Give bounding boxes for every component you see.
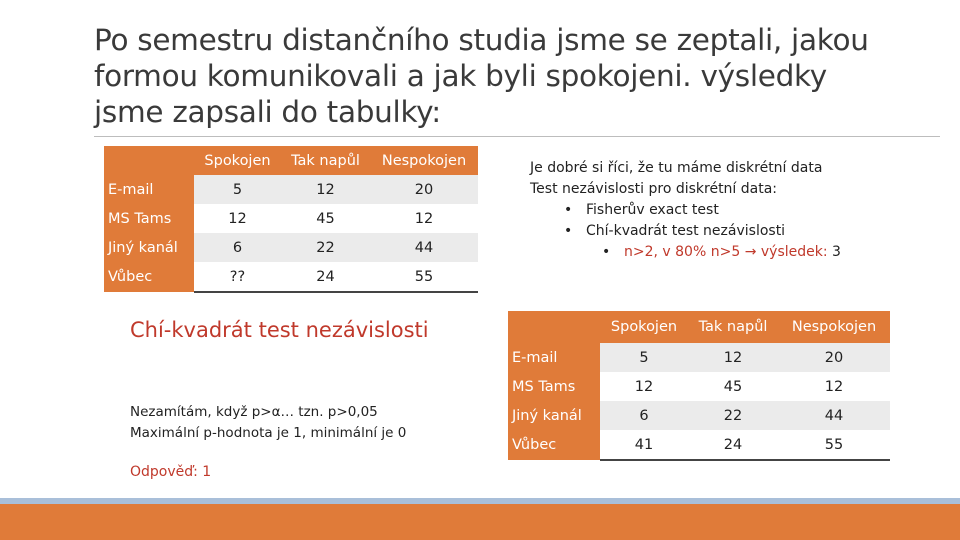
- table-cell: 6: [600, 401, 688, 430]
- bullet-icon: •: [602, 244, 611, 260]
- table-cell: 12: [600, 372, 688, 401]
- table-cell: 44: [370, 233, 478, 262]
- table-cell: 22: [281, 233, 370, 262]
- results-table-original: [104, 146, 478, 293]
- table-cell: 41: [600, 430, 688, 460]
- result-label: výsledek:: [760, 244, 828, 260]
- table-row: [104, 175, 478, 204]
- condition-text: n>2, v 80% n>5: [624, 244, 741, 260]
- table-cell: 12: [194, 204, 281, 233]
- header-cell: Nespokojen: [370, 146, 478, 175]
- table-cell: 45: [688, 372, 778, 401]
- explain-line: Nezamítám, když p>α… tzn. p>0,05: [130, 404, 378, 420]
- table-row: [508, 343, 890, 372]
- table-cell: 5: [600, 343, 688, 372]
- table-cell: 45: [281, 204, 370, 233]
- note-bullet: [530, 221, 930, 242]
- header-cell: Spokojen: [194, 146, 281, 175]
- row-label: Vůbec: [104, 262, 194, 292]
- table-cell: 20: [778, 343, 890, 372]
- row-label: Vůbec: [508, 430, 600, 460]
- title-divider: [94, 136, 940, 137]
- table-row: [508, 401, 890, 430]
- table-row: [104, 262, 478, 292]
- row-label: Jiný kanál: [508, 401, 600, 430]
- note-line: Je dobré si říci, že tu máme diskrétní data: [530, 160, 823, 176]
- header-cell: Tak napůl: [281, 146, 370, 175]
- table-cell: 24: [688, 430, 778, 460]
- table-header-row: [104, 146, 478, 175]
- table-cell: ??: [194, 262, 281, 292]
- row-label: MS Tams: [508, 372, 600, 401]
- explain-line: Maximální p-hodnota je 1, minimální je 0: [130, 425, 407, 441]
- results-table-completed: [508, 311, 890, 461]
- table-cell: 55: [778, 430, 890, 460]
- table-cell: 24: [281, 262, 370, 292]
- table-cell: 44: [778, 401, 890, 430]
- table-row: [508, 372, 890, 401]
- row-label: MS Tams: [104, 204, 194, 233]
- bullet-icon: •: [564, 202, 573, 218]
- table-header-row: [508, 311, 890, 343]
- note-sub-bullet: [530, 242, 930, 263]
- table-row: [104, 204, 478, 233]
- row-label: E-mail: [104, 175, 194, 204]
- table-cell: 20: [370, 175, 478, 204]
- bullet-icon: •: [564, 223, 573, 239]
- p-value-explanation: [130, 402, 406, 444]
- header-cell: [104, 146, 194, 175]
- bullet-text: Fisherův exact test: [586, 202, 719, 218]
- table-cell: 55: [370, 262, 478, 292]
- row-label: Jiný kanál: [104, 233, 194, 262]
- answer-text: Odpověď: 1: [130, 464, 212, 480]
- table-cell: 12: [281, 175, 370, 204]
- header-cell: Nespokojen: [778, 311, 890, 343]
- table-cell: 12: [370, 204, 478, 233]
- table-cell: 12: [688, 343, 778, 372]
- table-cell: 6: [194, 233, 281, 262]
- header-cell: Spokojen: [600, 311, 688, 343]
- row-label: E-mail: [508, 343, 600, 372]
- table-cell: 12: [778, 372, 890, 401]
- arrow-icon: →: [744, 244, 757, 260]
- header-cell: [508, 311, 600, 343]
- note-bullet: [530, 200, 930, 221]
- bullet-text: Chí-kvadrát test nezávislosti: [586, 223, 786, 239]
- discrete-data-note: [530, 158, 930, 263]
- chi-square-heading: Chí-kvadrát test nezávislosti: [130, 318, 429, 342]
- header-cell: Tak napůl: [688, 311, 778, 343]
- table-row: [104, 233, 478, 262]
- table-cell: 22: [688, 401, 778, 430]
- note-line: Test nezávislosti pro diskrétní data:: [530, 181, 778, 197]
- table-row: [508, 430, 890, 460]
- footer-bar: [0, 504, 960, 540]
- result-value: 3: [832, 244, 841, 260]
- table-cell: 5: [194, 175, 281, 204]
- slide-title: Po semestru distančního studia jsme se zeptali, jakou formou komunikovali a jak byli spokojeni. výsledky jsme zapsali do tabulky:: [94, 23, 869, 129]
